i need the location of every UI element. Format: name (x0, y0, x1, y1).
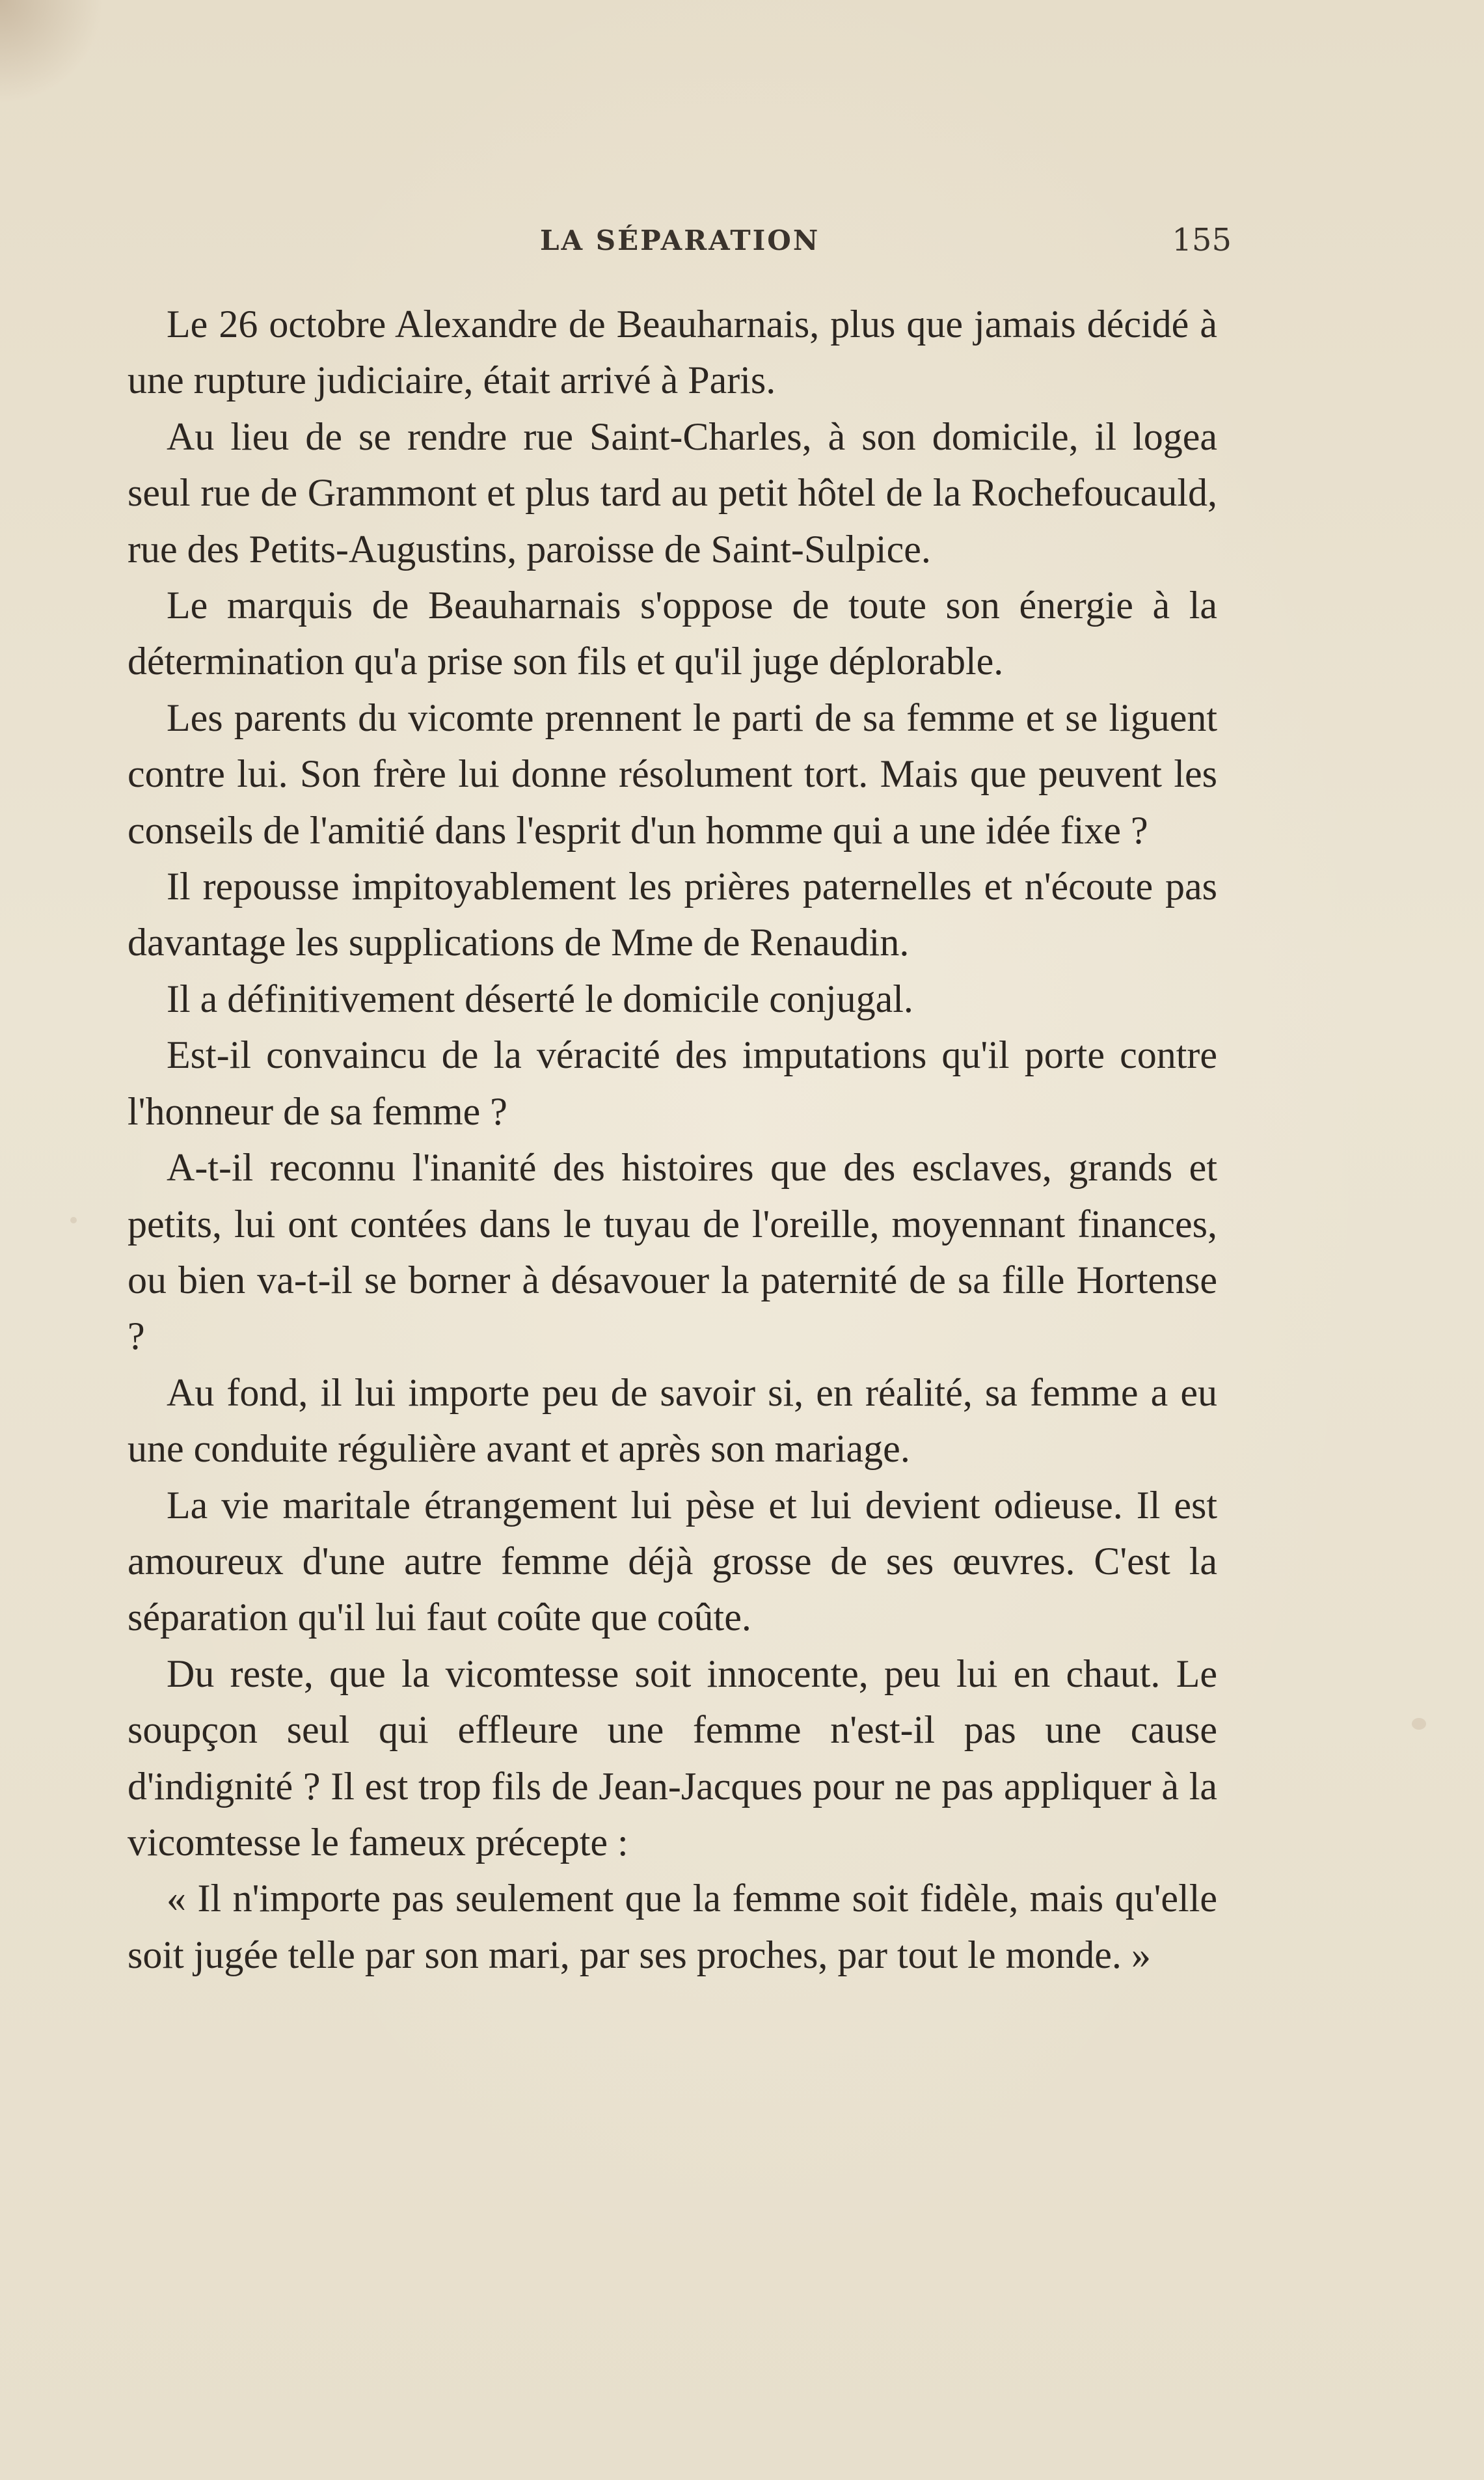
paragraph: Au fond, il lui importe peu de savoir si, en réalité, sa femme a eu une conduite régulière avant et après son mariage. (128, 1370, 1217, 1471)
paragraph: Il repousse impitoyablement les prières paternelles et n'écoute pas davantage les supplications de Mme de Renaudin. (128, 865, 1217, 964)
page-corner-shadow (0, 0, 104, 104)
paragraph: Est-il convaincu de la véracité des imputations qu'il porte contre l'honneur de sa femme ? (128, 1033, 1217, 1133)
paragraph: Le marquis de Beauharnais s'oppose de toute son énergie à la détermination qu'a prise son fils et qu'il juge déplorable. (128, 584, 1217, 683)
paper-stain (1412, 1718, 1426, 1730)
paragraph-quote: « Il n'importe pas seulement que la femme soit fidèle, mais qu'elle soit jugée telle par son mari, par ses proches, par tout le monde. » (128, 1877, 1217, 1976)
page-header (0, 222, 1484, 270)
paper-stain (70, 1217, 77, 1223)
paragraph: Au lieu de se rendre rue Saint-Charles, à son domicile, il logea seul rue de Grammont et plus tard au petit hôtel de la Rochefoucauld, rue des Petits-Augustins, paroisse de Saint-Sulpice. (128, 415, 1217, 571)
paragraph: La vie maritale étrangement lui pèse et lui devient odieuse. Il est amoureux d'une autre femme déjà grosse de ses œuvres. C'est la séparation qu'il lui faut coûte que coûte. (128, 1483, 1217, 1639)
paragraph: A-t-il reconnu l'inanité des histoires que des esclaves, grands et petits, lui ont contées dans le tuyau de l'oreille, moyennant finances, ou bien va-t-il se borner à désavouer la paternité de sa fille Hortense ? (128, 1146, 1217, 1358)
paragraph: Du reste, que la vicomtesse soit innocente, peu lui en chaut. Le soupçon seul qui effleure une femme n'est-il pas une cause d'indignité ? Il est trop fils de Jean-Jacques pour ne pas appliquer à la vicomtesse le fameux précepte : (128, 1652, 1217, 1864)
paragraph: Il a définitivement déserté le domicile conjugal. (167, 977, 913, 1020)
running-title: LA SÉPARATION (540, 225, 820, 256)
paragraph: Le 26 octobre Alexandre de Beauharnais, plus que jamais décidé à une rupture judiciaire, était arrivé à Paris. (128, 303, 1217, 402)
body-text (128, 296, 1217, 1983)
paragraph: Les parents du vicomte prennent le parti de sa femme et se liguent contre lui. Son frère lui donne résolument tort. Mais que peuvent les conseils de l'amitié dans l'esprit d'un homme qui a une idée fixe ? (128, 696, 1217, 852)
page-number: 155 (1172, 222, 1232, 258)
